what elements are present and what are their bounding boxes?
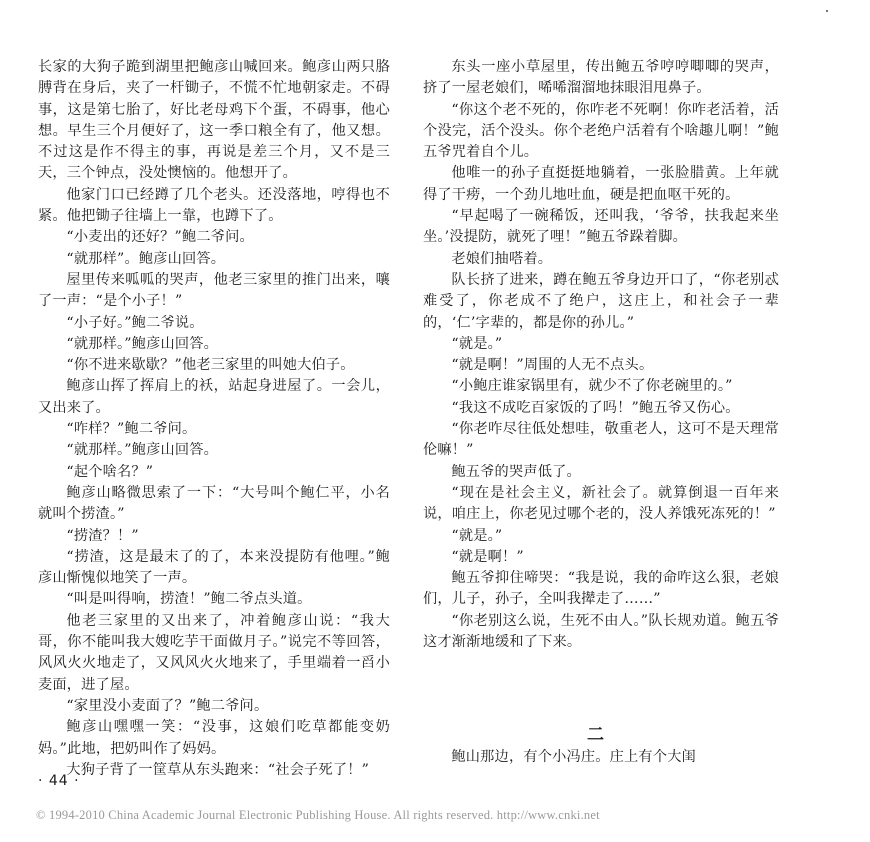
paragraph: “捞渣，这是最末了的了，本来没提防有他哩。”鲍彦山惭愧似地笑了一声。	[38, 548, 390, 587]
paragraph: 队长挤了进来，蹲在鲍五爷身边开口了，“你老别忒难受了，你老成不了绝户，这庄上，和社会子一辈的，‘仁’字辈的，都是你的孙儿。”	[423, 271, 779, 331]
paragraph: “你不进来歇歇？”他老三家里的叫她大伯子。	[66, 357, 355, 374]
paragraph: 他家门口已经蹲了几个老头。还没落地，哼得也不紧。他把锄子往墙上一靠，也蹲下了。	[38, 186, 390, 225]
scan-speck	[826, 10, 828, 12]
paragraph: “捞渣？！”	[66, 527, 139, 544]
paragraph: “叫是叫得响，捞渣！”鲍二爷点头道。	[66, 591, 312, 608]
paragraph: “就那样”。鲍彦山回答。	[66, 250, 226, 267]
paragraph: 鲍山那边，有个小冯庄。庄上有个大闺	[451, 749, 696, 765]
paragraph: “我这不成吃百家饭的了吗！”鲍五爷又伤心。	[451, 399, 740, 416]
paragraph: “小子好。”鲍二爷说。	[66, 314, 204, 331]
paragraph: “早起喝了一碗稀饭，还叫我，‘爷爷，扶我起来坐坐。’没提防，就死了哩！”鲍五爷跺着脚。	[423, 208, 779, 246]
paragraph: “你老别这么说，生死不由人。”队长规劝道。鲍五爷这才渐渐地缓和了下来。	[423, 612, 779, 651]
paragraph: “小麦出的还好？”鲍二爷问。	[66, 229, 254, 246]
paragraph: “你这个老不死的，你咋老不死啊！你咋老活着，活个没完，活个没头。你个老绝户活着有个啥趣儿啊！”鲍五爷咒着自个儿。	[423, 101, 779, 161]
section-two-text	[423, 747, 779, 768]
right-column	[423, 57, 779, 653]
paragraph: “就是。”	[451, 335, 503, 352]
paragraph: 东头一座小草屋里，传出鲍五爷哼哼唧唧的哭声，挤了一屋老娘们，唏唏溜溜地抹眼泪甩鼻子。	[423, 59, 779, 97]
paragraph: “你老咋尽往低处想哇，敬重老人，这可不是天理常伦嘛！”	[423, 421, 779, 459]
paragraph: “起个啥名？”	[66, 463, 154, 480]
paragraph: “家里没小麦面了？”鲍二爷问。	[66, 697, 269, 714]
page-number: · 44 ·	[38, 773, 80, 789]
paragraph: 鲍彦山挥了挥肩上的袄，站起身进屋了。一会儿，又出来了。	[38, 378, 390, 416]
paragraph: 他老三家里的又出来了，冲着鲍彦山说：“我大哥，你不能叫我大嫂吃芋干面做月子。”说完不等回答，风风火火地走了，又风风火火地来了，手里端着一舀小麦面，进了屋。	[38, 612, 390, 693]
paragraph: 鲍彦山嘿嘿一笑：“没事，这娘们吃草都能变奶妈。”此地，把奶叫作了妈妈。	[38, 719, 390, 757]
paragraph: 他唯一的孙子直挺挺地躺着，一张脸腊黄。上年就得了干痨，一个劲儿地吐血，硬是把血呕干死的。	[423, 165, 779, 203]
paragraph: “就那样。”鲍彦山回答。	[66, 335, 219, 352]
paragraph: 长家的大狗子跪到湖里把鲍彦山喊回来。鲍彦山两只胳膊背在身后，夹了一杆锄子，不慌不忙地朝家走。不碍事，这是第七胎了，好比老母鸡下个蛋，不碍事，他心想。早生三个月便好了，这一季口粮全有了，他又想。不过这是作不得主的事，再说是差三个月，又不是三天，三个钟点，没处懊恼的。他想开了。	[38, 59, 390, 182]
paragraph: 大狗子背了一筐草从东头跑来：“社会子死了！”	[66, 761, 370, 778]
copyright-notice: © 1994-2010 China Academic Journal Electronic Publishing House. All rights reserved. http://www.cnki.net	[36, 808, 600, 822]
section-heading: 二	[587, 725, 606, 745]
paragraph: 屋里传来呱呱的哭声，他老三家里的推门出来，嚷了一声：“是个小子！”	[38, 271, 390, 310]
paragraph: 老娘们抽嗒着。	[451, 250, 553, 267]
paragraph: 鲍彦山略微思索了一下：“大号叫个鲍仁平，小名就叫个捞渣。”	[38, 484, 390, 523]
left-column	[38, 57, 390, 781]
paragraph: “就是啊！”周围的人无不点头。	[451, 357, 654, 374]
paragraph: “就是。”	[451, 527, 503, 544]
paragraph: “现在是社会主义，新社会了。就算倒退一百年来说，咱庄上，你老见过哪个老的，没人养饿死冻死的！”	[423, 484, 779, 523]
paragraph: 鲍五爷抑住啼哭：“我是说，我的命咋这么狠，老娘们，儿子，孙子，全叫我撵走了……”	[423, 570, 779, 608]
paragraph: “就那样。”鲍彦山回答。	[66, 442, 219, 459]
paragraph: 鲍五爷的哭声低了。	[451, 463, 581, 480]
paragraph: “咋样？”鲍二爷问。	[66, 421, 197, 438]
paragraph: “就是啊！”	[451, 548, 524, 565]
paragraph: “小鲍庄谁家锅里有，就少不了你老碗里的。”	[451, 378, 733, 395]
